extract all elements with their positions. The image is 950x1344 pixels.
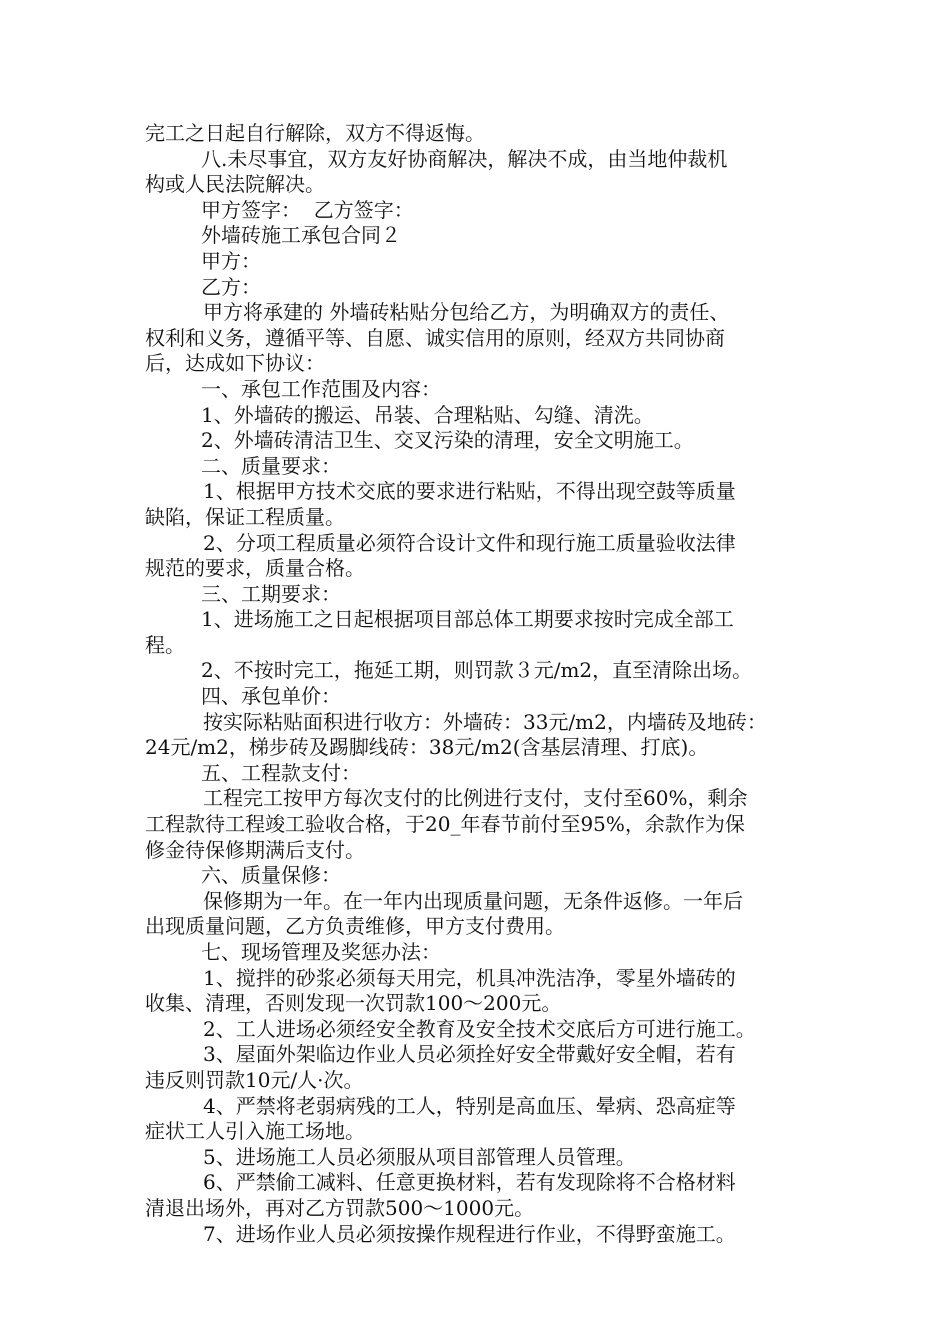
paragraph-line: 保修期为一年。在一年内出现质量问题，无条件返修。一年后 <box>203 888 743 913</box>
paragraph-line: 2、外墙砖清洁卫生、交叉污染的清理，安全文明施工。 <box>201 428 694 453</box>
contract-title: 外墙砖施工承包合同２ <box>201 223 401 248</box>
section-heading: 三、工期要求： <box>201 581 341 606</box>
paragraph-line: 2、分项工程质量必须符合设计文件和现行施工质量验收法律 <box>203 530 736 555</box>
paragraph-line: 权利和义务，遵循平等、自愿、诚实信用的原则，经双方共同协商 <box>145 325 725 350</box>
paragraph-line: 清退出场外，再对乙方罚款500～1000元。 <box>145 1195 535 1220</box>
section-heading: 一、承包工作范围及内容： <box>201 376 441 401</box>
paragraph-line: 按实际粘贴面积进行收方：外墙砖：33元/m2，内墙砖及地砖： <box>203 709 767 734</box>
paragraph-line: 构或人民法院解决。 <box>145 172 325 197</box>
section-heading: 五、工程款支付： <box>201 760 361 785</box>
paragraph-line: 八.未尽事宜，双方友好协商解决，解决不成，由当地仲裁机 <box>201 146 728 171</box>
paragraph-line: 1、进场施工之日起根据项目部总体工期要求按时完成全部工 <box>201 607 734 632</box>
paragraph-line: 工程款待工程竣工验收合格，于20_年春节前付至95%，余款作为保 <box>145 812 745 837</box>
paragraph-line: 完工之日起自行解除，双方不得返悔。 <box>145 121 485 145</box>
paragraph-line: 7、进场作业人员必须按操作规程进行作业，不得野蛮施工。 <box>203 1221 736 1246</box>
signature-line: 甲方签字： 乙方签字： <box>201 197 414 222</box>
paragraph-line: 修金待保修期满后支付。 <box>145 837 365 862</box>
paragraph-line: 4、严禁将老弱病残的工人，特别是高血压、晕病、恐高症等 <box>203 1093 736 1118</box>
paragraph-line: 1、搅拌的砂浆必须每天用完，机具冲洗洁净，零星外墙砖的 <box>203 965 736 990</box>
paragraph-line: 违反则罚款10元/人·次。 <box>145 1067 364 1092</box>
paragraph-line: 1、根据甲方技术交底的要求进行粘贴，不得出现空鼓等质量 <box>203 479 736 504</box>
section-heading: 七、现场管理及奖惩办法： <box>201 940 441 964</box>
paragraph-line: 5、进场施工人员必须服从项目部管理人员管理。 <box>203 1144 636 1169</box>
section-heading: 六、质量保修： <box>201 863 341 888</box>
section-heading: 二、质量要求： <box>201 453 341 478</box>
paragraph-line: 1、外墙砖的搬运、吊装、合理粘贴、勾缝、清洗。 <box>201 402 654 427</box>
paragraph-line: 6、严禁偷工减料、任意更换材料，若有发现除将不合格材料 <box>203 1170 736 1195</box>
party-a-line: 甲方： <box>201 248 261 273</box>
section-heading: 四、承包单价： <box>201 684 341 709</box>
paragraph-line: 2、工人进场必须经安全教育及安全技术交底后方可进行施工。 <box>203 1016 756 1041</box>
paragraph-line: 程。 <box>145 632 185 657</box>
paragraph-line: 收集、清理，否则发现一次罚款100～200元。 <box>145 991 562 1016</box>
paragraph-line: 24元/m2，梯步砖及踢脚线砖：38元/m2(含基层清理、打底)。 <box>145 735 709 760</box>
paragraph-line: 工程完工按甲方每次支付的比例进行支付，支付至60%，剩余 <box>203 786 748 811</box>
paragraph-line: 症状工人引入施工场地。 <box>145 1119 365 1144</box>
paragraph-line: 后，达成如下协议： <box>145 351 325 376</box>
contract-text <box>145 121 825 1247</box>
paragraph-line: 出现质量问题，乙方负责维修，甲方支付费用。 <box>145 914 565 939</box>
paragraph-line: 规范的要求，质量合格。 <box>145 556 365 581</box>
party-b-line: 乙方： <box>201 274 261 299</box>
paragraph-line: 甲方将承建的 外墙砖粘贴分包给乙方，为明确双方的责任、 <box>203 300 730 325</box>
paragraph-line: 3、屋面外架临边作业人员必须拴好安全带戴好安全帽，若有 <box>203 1042 736 1067</box>
paragraph-line: 缺陷，保证工程质量。 <box>145 504 345 529</box>
paragraph-line: 2、不按时完工，拖延工期，则罚款３元/m2，直至清除出场。 <box>201 658 753 683</box>
